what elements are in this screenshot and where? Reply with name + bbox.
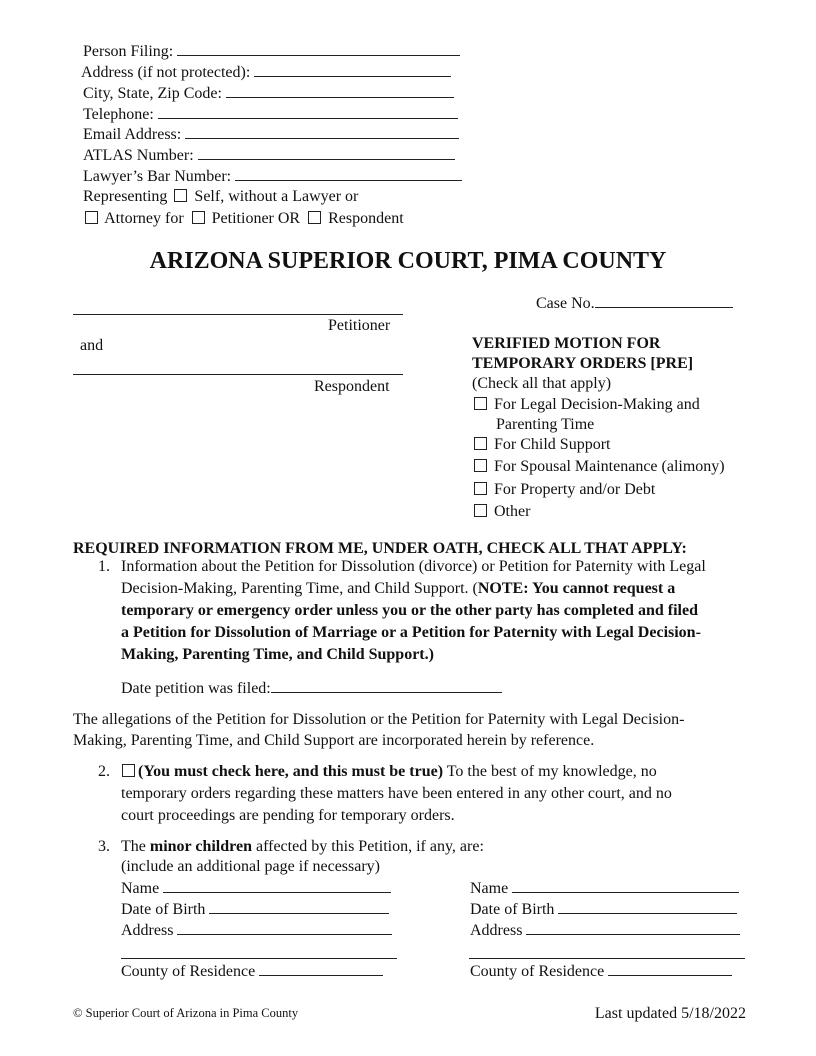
property-debt-checkbox[interactable] (474, 482, 487, 495)
item3-bold: minor children (149, 838, 252, 855)
child1-address-input[interactable] (177, 920, 392, 935)
child1-county-field (121, 961, 383, 982)
case-number-input[interactable] (595, 293, 733, 308)
option-label: For Legal Decision-Making and (494, 396, 700, 413)
option-label: For Child Support (494, 436, 611, 453)
address-field (81, 62, 451, 83)
item3-line-a (121, 837, 484, 857)
telephone-label: Telephone: (83, 106, 154, 123)
allegations-line1: The allegations of the Petition for Dissolution or the Petition for Paternity with Legal Decision- (73, 711, 685, 728)
child1-name-label: Name (121, 880, 160, 897)
atlas-input[interactable] (198, 145, 455, 160)
item2-number: 2. (98, 763, 110, 780)
item2-line-c: court proceedings are pending for temporary orders. (121, 807, 455, 824)
date-filed-input[interactable] (271, 678, 502, 693)
item1-text-b: Decision-Making, Parenting Time, and Child Support. ( (121, 580, 478, 597)
required-heading: REQUIRED INFORMATION FROM ME, UNDER OATH, CHECK ALL THAT APPLY: (73, 540, 687, 557)
respondent-check-label: Respondent (328, 210, 404, 227)
check-all-note: (Check all that apply) (472, 375, 612, 392)
child1-county-input[interactable] (259, 961, 383, 976)
option-label: Other (494, 503, 531, 520)
footer-updated: Last updated 5/18/2022 (594, 1005, 746, 1022)
option-spousal-maintenance (473, 457, 725, 477)
option-label: For Property and/or Debt (494, 481, 656, 498)
child2-dob-label: Date of Birth (470, 901, 555, 918)
item3-note: (include an additional page if necessary) (121, 858, 380, 875)
child1-dob-label: Date of Birth (121, 901, 206, 918)
item2-bold: (You must check here, and this must be true) (138, 763, 444, 780)
option-property-debt (473, 480, 655, 500)
child2-county-input[interactable] (608, 961, 732, 976)
atlas-field (83, 145, 455, 166)
item3-text-pre: The (121, 838, 150, 855)
bar-number-label: Lawyer’s Bar Number: (83, 168, 232, 185)
address-label: Address (if not protected): (81, 64, 251, 81)
item2-line-a (121, 762, 657, 782)
petitioner-name-line[interactable] (73, 314, 403, 315)
option-other (473, 502, 530, 522)
child2-name-field (470, 878, 739, 899)
item3-number: 3. (98, 838, 110, 855)
child2-dob-input[interactable] (558, 899, 737, 914)
attorney-checkbox[interactable] (85, 211, 98, 224)
respondent-name-line[interactable] (73, 374, 403, 375)
child1-dob-input[interactable] (209, 899, 389, 914)
self-label: Self, without a Lawyer or (194, 188, 359, 205)
child2-dob-field (470, 899, 737, 920)
date-filed-field (121, 678, 502, 699)
motion-title-line2: TEMPORARY ORDERS [PRE] (472, 355, 694, 372)
bar-number-input[interactable] (235, 166, 462, 181)
child2-address-line2[interactable] (469, 958, 745, 959)
address-input[interactable] (254, 62, 451, 77)
spousal-maintenance-checkbox[interactable] (474, 459, 487, 472)
child2-county-label: County of Residence (470, 963, 605, 980)
telephone-input[interactable] (158, 104, 458, 119)
child1-county-label: County of Residence (121, 963, 256, 980)
child1-address-field (121, 920, 392, 941)
option-legal-decision (473, 395, 700, 415)
child1-address-line2[interactable] (121, 958, 397, 959)
item1-note-c: temporary or emergency order unless you or the other party has completed and filed (121, 602, 698, 619)
child1-address-label: Address (121, 922, 174, 939)
item1-note-b: NOTE: You cannot request a (477, 580, 676, 597)
child2-name-input[interactable] (512, 878, 739, 893)
email-field (83, 124, 459, 145)
attorney-label: Attorney for (104, 210, 184, 227)
bar-number-field (83, 166, 462, 187)
petitioner-checkbox[interactable] (192, 211, 205, 224)
child-support-checkbox[interactable] (474, 437, 487, 450)
telephone-field (83, 104, 458, 125)
item1-note-e: Making, Parenting Time, and Child Support.) (121, 646, 434, 663)
case-number-label: Case No. (536, 295, 595, 312)
respondent-checkbox[interactable] (308, 211, 321, 224)
child2-address-field (470, 920, 740, 941)
motion-title-line1: VERIFIED MOTION FOR (472, 335, 661, 352)
self-checkbox[interactable] (174, 189, 187, 202)
item1-line-a: Information about the Petition for Dissolution (divorce) or Petition for Paternity with Legal (121, 558, 706, 575)
child2-address-input[interactable] (526, 920, 740, 935)
item3-text-post: affected by this Petition, if any, are: (251, 838, 484, 855)
child1-name-input[interactable] (163, 878, 391, 893)
city-state-zip-field (83, 83, 454, 104)
attorney-row (84, 209, 404, 229)
option-label: For Spousal Maintenance (alimony) (494, 458, 725, 475)
person-filing-field (83, 41, 460, 62)
item2-checkbox[interactable] (122, 764, 135, 777)
email-label: Email Address: (83, 126, 182, 143)
date-filed-label: Date petition was filed: (121, 680, 271, 697)
option-child-support (473, 435, 610, 455)
representing-label: Representing (83, 188, 168, 205)
person-filing-label: Person Filing: (83, 43, 174, 60)
child1-name-field (121, 878, 391, 899)
child1-dob-field (121, 899, 389, 920)
respondent-label: Respondent (314, 378, 390, 395)
item1-number: 1. (98, 558, 110, 575)
child2-name-label: Name (470, 880, 509, 897)
child2-county-field (470, 961, 732, 982)
person-filing-input[interactable] (177, 41, 460, 56)
item1-line-b (121, 579, 675, 599)
and-label: and (80, 337, 104, 354)
child2-address-label: Address (470, 922, 523, 939)
petitioner-or-label: Petitioner OR (211, 210, 301, 227)
court-title: ARIZONA SUPERIOR COURT, PIMA COUNTY (149, 248, 667, 274)
footer-copyright: © Superior Court of Arizona in Pima County (73, 1006, 299, 1020)
item2-line-b: temporary orders regarding these matters have been entered in any other court, and no (121, 785, 672, 802)
city-state-zip-input[interactable] (226, 83, 454, 98)
email-input[interactable] (185, 124, 459, 139)
legal-decision-checkbox[interactable] (474, 397, 487, 410)
petitioner-label: Petitioner (328, 317, 391, 334)
allegations-line2: Making, Parenting Time, and Child Support are incorporated herein by reference. (73, 732, 595, 749)
option-label-cont: Parenting Time (496, 416, 595, 433)
representing-row (83, 187, 358, 207)
item1-note-d: a Petition for Dissolution of Marriage or a Petition for Paternity with Legal Decision- (121, 624, 701, 641)
other-checkbox[interactable] (474, 504, 487, 517)
atlas-label: ATLAS Number: (83, 147, 194, 164)
item2-text-a: To the best of my knowledge, no (443, 763, 657, 780)
city-state-zip-label: City, State, Zip Code: (83, 85, 222, 102)
case-number-field (536, 293, 733, 314)
